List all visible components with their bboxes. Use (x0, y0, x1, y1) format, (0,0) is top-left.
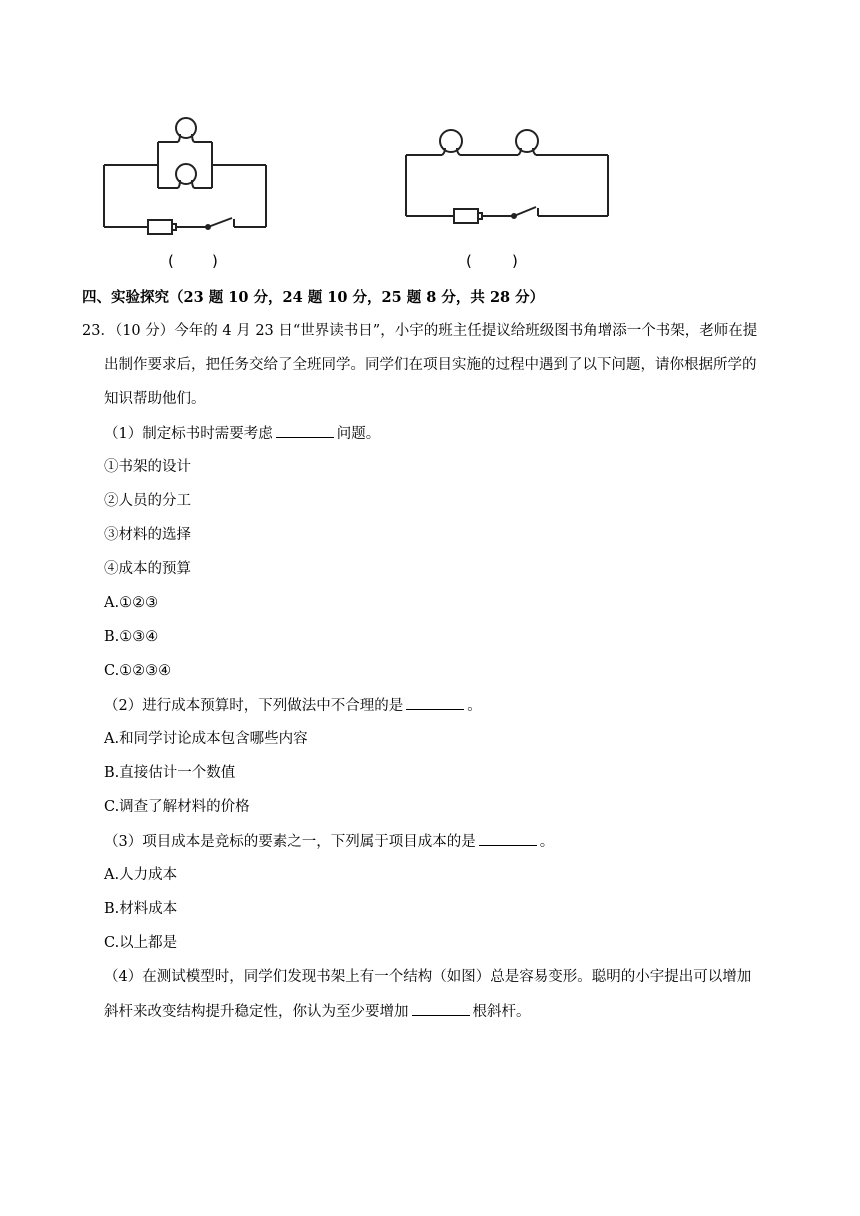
sub-question-3 (104, 831, 554, 852)
sub-question-1-suffix: 问题。 (336, 426, 381, 442)
bulb-icon (176, 118, 196, 142)
option-a: A.人力成本 (104, 867, 178, 883)
sub-question-2-text: （2）进行成本预算时，下列做法中不合理的是 (104, 698, 404, 714)
right-answer-paren-close: ) (512, 252, 518, 270)
bulb-icon (440, 130, 462, 155)
sub-question-3-suffix: 。 (539, 834, 555, 850)
sub-question-1 (104, 423, 380, 444)
sub-question-4-suffix: 根斜杆。 (472, 1004, 531, 1020)
option-b: B.直接估计一个数值 (104, 765, 236, 781)
switch-icon (206, 218, 232, 229)
list-item: ①书架的设计 (104, 459, 191, 475)
sub-question-4-line-2 (104, 1001, 531, 1022)
sub-question-4-line-1: （4）在测试模型时，同学们发现书架上有一个结构（如图）总是容易变形。聪明的小宇提出可以增加 (104, 969, 752, 985)
right-answer-paren-open: ( (466, 252, 472, 270)
left-answer-paren-close: ) (212, 252, 218, 270)
battery-icon (454, 209, 482, 223)
list-item: ④成本的预算 (104, 561, 191, 577)
parallel-circuit-diagram (98, 100, 278, 280)
option-a: A.和同学讨论成本包含哪些内容 (104, 731, 308, 747)
option-a: A.①②③ (104, 595, 159, 611)
answer-blank[interactable] (479, 831, 537, 846)
answer-blank[interactable] (412, 1001, 470, 1016)
sub-question-2 (104, 695, 482, 716)
switch-icon (512, 207, 536, 218)
list-item: ②人员的分工 (104, 493, 191, 509)
section-heading: 四、实验探究（23 题 10 分，24 题 10 分，25 题 8 分，共 28 分） (82, 289, 545, 306)
sub-question-2-suffix: 。 (467, 698, 482, 714)
series-circuit-diagram (398, 100, 618, 280)
sub-question-4-text: 斜杆来改变结构提升稳定性，你认为至少要增加 (104, 1004, 409, 1020)
option-c: C.调查了解材料的价格 (104, 799, 250, 815)
battery-icon (148, 220, 176, 234)
answer-blank[interactable] (406, 695, 464, 710)
answer-blank[interactable] (276, 423, 334, 438)
list-item: ③材料的选择 (104, 527, 191, 543)
sub-question-1-text: （1）制定标书时需要考虑 (104, 426, 273, 442)
option-b: B.①③④ (104, 629, 159, 645)
question-intro-line-2: 出制作要求后，把任务交给了全班同学。同学们在项目实施的过程中遇到了以下问题，请你根据所学的 (104, 357, 757, 373)
left-answer-paren-open: ( (168, 252, 174, 270)
option-c: C.以上都是 (104, 935, 178, 951)
option-b: B.材料成本 (104, 901, 178, 917)
question-intro-line-3: 知识帮助他们。 (104, 391, 206, 407)
option-c: C.①②③④ (104, 663, 172, 679)
bulb-icon (516, 130, 538, 155)
question-intro-line-1: 23．（10 分）今年的 4 月 23 日“世界读书日”，小宇的班主任提议给班级图书角增添一个书架，老师在提 (82, 323, 758, 339)
bulb-icon (176, 164, 196, 188)
sub-question-3-text: （3）项目成本是竞标的要素之一，下列属于项目成本的是 (104, 834, 476, 850)
